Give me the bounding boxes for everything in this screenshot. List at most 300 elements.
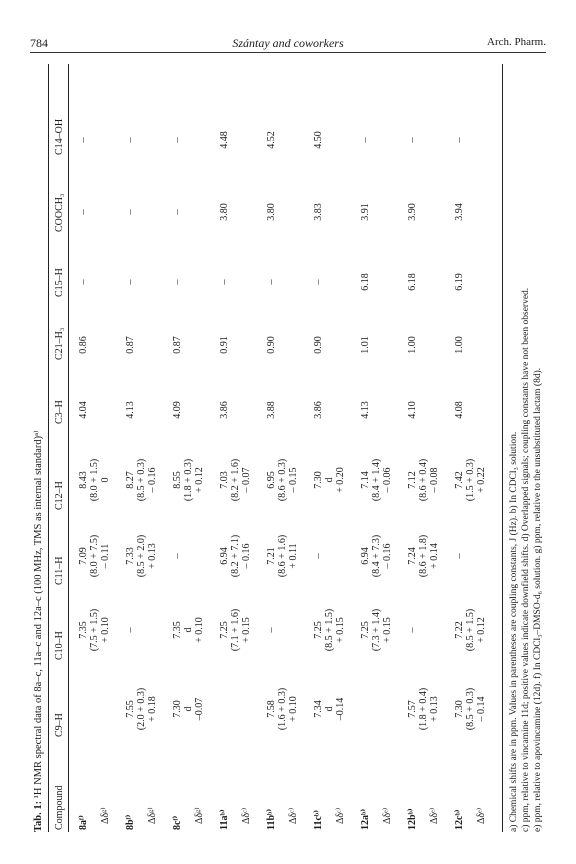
cell-line [183, 247, 194, 317]
cell-line: 7.09 [78, 547, 89, 565]
table-cell [219, 105, 252, 175]
column-header: Compound [54, 785, 65, 830]
cell-line [230, 375, 241, 445]
table-cell [266, 310, 299, 380]
table-cell [360, 595, 393, 665]
running-title: Szántay and coworkers [232, 36, 344, 50]
table-cell [78, 177, 111, 247]
column-header: C11–H [54, 556, 65, 585]
cell-line: 1.01 [360, 336, 371, 354]
cell-line [429, 105, 440, 175]
cell-line [183, 177, 194, 247]
table-cell [454, 310, 487, 380]
cell-line [78, 674, 89, 744]
cell-line [288, 595, 299, 665]
cell-line: – [125, 627, 136, 633]
cell-line [89, 105, 100, 175]
delta-label: Δδᶜ⁾ [288, 807, 299, 824]
cell-line: 7.12 [407, 471, 418, 489]
cell-line [335, 310, 346, 380]
cell-line [465, 105, 476, 175]
cell-line [418, 247, 429, 317]
cell-line: (8.6 + 0.3) [277, 458, 288, 502]
cell-line: + 0.13 [429, 696, 440, 722]
cell-line [418, 310, 429, 380]
table-cell [454, 521, 487, 591]
cell-line: + 0.12 [194, 467, 205, 493]
cell-line: 1.00 [407, 336, 418, 354]
cell-line: 4.13 [125, 401, 136, 419]
table-cell [407, 674, 440, 744]
cell-line [371, 177, 382, 247]
table-cell [360, 247, 393, 317]
table-cell [313, 674, 346, 744]
cell-line [194, 521, 205, 591]
cell-line: + 0.12 [476, 617, 487, 643]
cell-line: 6.18 [360, 273, 371, 291]
table-cell [454, 595, 487, 665]
cell-line [288, 177, 299, 247]
table-cell [125, 247, 158, 317]
cell-line: 7.25 [313, 621, 324, 639]
cell-line: – [172, 553, 183, 559]
table-cell [78, 247, 111, 317]
cell-line: 7.58 [266, 700, 277, 718]
delta-label: Δδᶜ⁾ [241, 807, 252, 824]
cell-line: 8.27 [125, 471, 136, 489]
cell-line: (1.8 + 0.4) [418, 687, 429, 731]
cell-line: – 0.15 [288, 467, 299, 493]
table-cell [125, 521, 158, 591]
cell-line [476, 310, 487, 380]
table-cell [172, 445, 205, 515]
cell-line: 4.04 [78, 401, 89, 419]
cell-line: – [454, 553, 465, 559]
cell-line [371, 105, 382, 175]
table-cell [360, 375, 393, 445]
cell-line [465, 521, 476, 591]
cell-line: d [183, 706, 194, 712]
table-cell [219, 674, 252, 744]
table-cell [125, 105, 158, 175]
cell-line: 3.94 [454, 203, 465, 221]
cell-line: – 0.16 [147, 467, 158, 493]
cell-line [100, 247, 111, 317]
cell-line: 6.19 [454, 273, 465, 291]
cell-line: – [125, 209, 136, 215]
cell-line [465, 310, 476, 380]
table-cell [125, 310, 158, 380]
cell-line [136, 375, 147, 445]
cell-line: 6.95 [266, 471, 277, 489]
table-cell [266, 247, 299, 317]
table-cell [407, 375, 440, 445]
table-cell [78, 595, 111, 665]
cell-line [335, 375, 346, 445]
cell-line [194, 177, 205, 247]
cell-line: d [183, 627, 194, 633]
cell-line: – [219, 279, 230, 285]
table-cell [313, 595, 346, 665]
table-cell [172, 310, 205, 380]
cell-line: (8.6 + 0.4) [418, 458, 429, 502]
cell-line [465, 247, 476, 317]
cell-line [335, 247, 346, 317]
cell-line [371, 247, 382, 317]
cell-line: 7.03 [219, 471, 230, 489]
delta-label: Δδᵉ⁾ [429, 807, 440, 824]
table-cell [219, 310, 252, 380]
cell-line: – [78, 279, 89, 285]
cell-line: 7.35 [172, 621, 183, 639]
cell-line: – [125, 137, 136, 143]
table-cell [125, 375, 158, 445]
delta-label: Δδᶜ⁾ [335, 807, 346, 824]
table-cell [313, 177, 346, 247]
cell-line: (8.6 + 1.6) [277, 534, 288, 578]
cell-line [429, 375, 440, 445]
table-cell [172, 674, 205, 744]
cell-line [277, 595, 288, 665]
cell-line: (1.5 + 0.3) [465, 458, 476, 502]
cell-line: + 0.14 [429, 543, 440, 569]
cell-line: 6.18 [407, 273, 418, 291]
cell-line: (8.2 + 1.6) [230, 458, 241, 502]
cell-line: 7.42 [454, 471, 465, 489]
cell-line [230, 177, 241, 247]
cell-line [194, 105, 205, 175]
table-cell [266, 445, 299, 515]
cell-line: 3.88 [266, 401, 277, 419]
cell-line [89, 674, 100, 744]
cell-line: + 0.15 [335, 617, 346, 643]
cell-line: 0.87 [125, 336, 136, 354]
cell-line: –0.14 [335, 697, 346, 721]
table-cell [407, 310, 440, 380]
cell-line [241, 674, 252, 744]
cell-line [429, 177, 440, 247]
table-cell [266, 105, 299, 175]
compound-label: 11cᵇ⁾ [313, 809, 324, 830]
compound-label: 11aᵇ⁾ [219, 809, 230, 830]
footnote: c) ppm, relative to vincamine 11d; positive values indicate downfield shifts. d) Overlapped signals; coupling constants have not been observed. [521, 287, 531, 832]
cell-line: (7.1 + 1.6) [230, 608, 241, 652]
table-cell [172, 247, 205, 317]
table-bottom-rule [502, 64, 503, 832]
cell-line: + 0.18 [147, 696, 158, 722]
cell-line [382, 310, 393, 380]
cell-line [183, 521, 194, 591]
column-header: C9–H [54, 713, 65, 737]
cell-line: 7.25 [219, 621, 230, 639]
page-number: 784 [30, 36, 48, 50]
column-header: C3–H [54, 400, 65, 424]
cell-line: 3.90 [407, 203, 418, 221]
cell-line [136, 177, 147, 247]
table-cell [360, 674, 393, 744]
cell-line [288, 247, 299, 317]
table-cell [125, 674, 158, 744]
cell-line: 4.52 [266, 131, 277, 149]
table-cell [313, 521, 346, 591]
cell-line [147, 247, 158, 317]
table-cell [313, 310, 346, 380]
table-cell [125, 595, 158, 665]
cell-line [335, 105, 346, 175]
cell-line [89, 177, 100, 247]
cell-line [277, 247, 288, 317]
table-cell [172, 105, 205, 175]
cell-line [371, 375, 382, 445]
table-cell [360, 445, 393, 515]
cell-line: 7.21 [266, 547, 277, 565]
cell-line [230, 247, 241, 317]
cell-line [288, 105, 299, 175]
cell-line: + 0.15 [241, 617, 252, 643]
cell-line: 0.87 [172, 336, 183, 354]
table-cell [219, 375, 252, 445]
cell-line [371, 674, 382, 744]
cell-line [147, 375, 158, 445]
cell-line: 1.00 [454, 336, 465, 354]
cell-line: 7.57 [407, 700, 418, 718]
cell-line [429, 595, 440, 665]
cell-line: (2.0 + 0.3) [136, 687, 147, 731]
cell-line [429, 247, 440, 317]
cell-line: – 0.16 [382, 543, 393, 569]
cell-line [194, 375, 205, 445]
table-cell [266, 595, 299, 665]
column-header: C21–H₃ [54, 327, 65, 360]
cell-line: + 0.10 [100, 617, 111, 643]
cell-line: 0.90 [266, 336, 277, 354]
delta-label: Δδᵍ⁾ [100, 807, 111, 824]
table-cell [125, 445, 158, 515]
cell-line [324, 177, 335, 247]
cell-line: 7.25 [360, 621, 371, 639]
cell-line: (8.5 + 1.5) [465, 608, 476, 652]
table-cell [407, 105, 440, 175]
delta-label: Δδᵉ⁾ [382, 807, 393, 824]
cell-line [277, 177, 288, 247]
cell-line: 0.90 [313, 336, 324, 354]
cell-line: – 0.14 [476, 696, 487, 722]
cell-line [476, 105, 487, 175]
cell-line [360, 674, 371, 744]
cell-line: 4.50 [313, 131, 324, 149]
cell-line: (8.4 + 1.4) [371, 458, 382, 502]
table-cell [407, 177, 440, 247]
cell-line: (8.5 + 1.5) [324, 608, 335, 652]
cell-line: 7.30 [172, 700, 183, 718]
cell-line: + 0.13 [147, 543, 158, 569]
cell-line: (1.8 + 0.3) [183, 458, 194, 502]
delta-label: Δδᵍ⁾ [194, 807, 205, 824]
page-header [30, 36, 546, 53]
cell-line: 7.24 [407, 547, 418, 565]
cell-line [241, 105, 252, 175]
cell-line: 7.55 [125, 700, 136, 718]
cell-line: (7.5 + 1.5) [89, 608, 100, 652]
table-cell [78, 375, 111, 445]
cell-line: 7.33 [125, 547, 136, 565]
cell-line [219, 674, 230, 744]
cell-line [100, 674, 111, 744]
table-cell [313, 247, 346, 317]
cell-line: – 0.11 [100, 543, 111, 569]
cell-line [418, 375, 429, 445]
cell-line: – [454, 137, 465, 143]
cell-line [241, 177, 252, 247]
cell-line: 7.22 [454, 621, 465, 639]
cell-line [277, 375, 288, 445]
cell-line [183, 310, 194, 380]
cell-line: 6.94 [219, 547, 230, 565]
table-cell [266, 177, 299, 247]
table-footnotes [508, 64, 544, 832]
table-cell [407, 521, 440, 591]
cell-line [418, 105, 429, 175]
table-cell [407, 445, 440, 515]
table-cell [172, 177, 205, 247]
cell-line [147, 310, 158, 380]
table-cell [78, 310, 111, 380]
table-cell [172, 521, 205, 591]
compound-label: 12aᵇ⁾ [360, 808, 371, 830]
table-cell [360, 105, 393, 175]
cell-line: (8.5 + 2.0) [136, 534, 147, 578]
cell-line [136, 595, 147, 665]
cell-line: 3.80 [266, 203, 277, 221]
cell-line: 4.13 [360, 401, 371, 419]
compound-label: 8aᶠ⁾ [78, 815, 89, 830]
cell-line [476, 177, 487, 247]
cell-line [465, 177, 476, 247]
cell-line [382, 105, 393, 175]
cell-line [136, 310, 147, 380]
cell-line [324, 105, 335, 175]
cell-line: 7.34 [313, 700, 324, 718]
cell-line [429, 310, 440, 380]
cell-line [241, 310, 252, 380]
cell-line: (1.6 + 0.3) [277, 687, 288, 731]
table-cell [454, 445, 487, 515]
cell-line: 6.94 [360, 547, 371, 565]
compound-label: 12bᵇ⁾ [407, 808, 418, 830]
cell-line [100, 375, 111, 445]
cell-line [335, 177, 346, 247]
table-cell [78, 445, 111, 515]
cell-line [147, 177, 158, 247]
column-header: COOCH₃ [54, 193, 65, 232]
cell-line: 8.43 [78, 471, 89, 489]
cell-line: – [78, 209, 89, 215]
table-cell [266, 674, 299, 744]
table-cell [407, 595, 440, 665]
table-cell [313, 375, 346, 445]
cell-line [89, 310, 100, 380]
cell-line: (8.5 + 0.3) [136, 458, 147, 502]
table-cell [219, 595, 252, 665]
cell-line [382, 375, 393, 445]
footnote: e) ppm, relative to apovincamine (12d). f) In CDCl₃–DMSO-d₆ solution. g) ppm, relative to the unsubstituted lactam (8d). [533, 367, 543, 832]
table-cell [360, 177, 393, 247]
table-cell [454, 375, 487, 445]
table-top-rule [48, 64, 49, 832]
table-cell [266, 375, 299, 445]
nmr-table [32, 64, 572, 832]
cell-line: (8.2 + 7.1) [230, 534, 241, 578]
cell-line [382, 177, 393, 247]
cell-line: – [360, 137, 371, 143]
table-header-rule [68, 64, 69, 832]
cell-line: – [172, 279, 183, 285]
cell-line [194, 247, 205, 317]
cell-line: (8.5 + 0.3) [465, 687, 476, 731]
cell-line: (8.0 + 7.5) [89, 534, 100, 578]
cell-line: – 0.08 [429, 467, 440, 493]
cell-line: – [266, 279, 277, 285]
table-cell [360, 521, 393, 591]
cell-line: 0.91 [219, 336, 230, 354]
cell-line: (8.6 + 1.8) [418, 534, 429, 578]
cell-line: – 0.16 [241, 543, 252, 569]
cell-line [89, 247, 100, 317]
table-cell [219, 521, 252, 591]
cell-line [100, 177, 111, 247]
table-cell [125, 177, 158, 247]
cell-line [147, 595, 158, 665]
cell-line: 8.55 [172, 471, 183, 489]
cell-line: (8.0 + 1.5) [89, 458, 100, 502]
cell-line: 3.83 [313, 203, 324, 221]
cell-line [89, 375, 100, 445]
cell-line [288, 375, 299, 445]
cell-line [277, 105, 288, 175]
cell-line [230, 105, 241, 175]
cell-line: – [172, 209, 183, 215]
compound-label: 12cᵇ⁾ [454, 809, 465, 830]
cell-line: + 0.15 [382, 617, 393, 643]
cell-line [335, 521, 346, 591]
cell-line [324, 521, 335, 591]
table-cell [219, 177, 252, 247]
cell-line: – [313, 553, 324, 559]
table-cell [172, 595, 205, 665]
table-cell [266, 521, 299, 591]
cell-line [382, 674, 393, 744]
table-cell [78, 674, 111, 744]
cell-line: – [407, 137, 418, 143]
cell-line [288, 310, 299, 380]
cell-line: 7.35 [78, 621, 89, 639]
cell-line [476, 375, 487, 445]
cell-line [324, 247, 335, 317]
cell-line: – 0.07 [241, 467, 252, 493]
table-cell [454, 247, 487, 317]
cell-line: 0.86 [78, 336, 89, 354]
cell-line [476, 247, 487, 317]
cell-line [230, 674, 241, 744]
cell-line: 4.08 [454, 401, 465, 419]
cell-line: –0.07 [194, 697, 205, 721]
cell-line: 3.80 [219, 203, 230, 221]
delta-label: Δδᵍ⁾ [147, 807, 158, 824]
caption-label: Tab. 1: [33, 800, 44, 832]
cell-line [136, 247, 147, 317]
cell-line: – [266, 627, 277, 633]
cell-line: 7.30 [454, 700, 465, 718]
